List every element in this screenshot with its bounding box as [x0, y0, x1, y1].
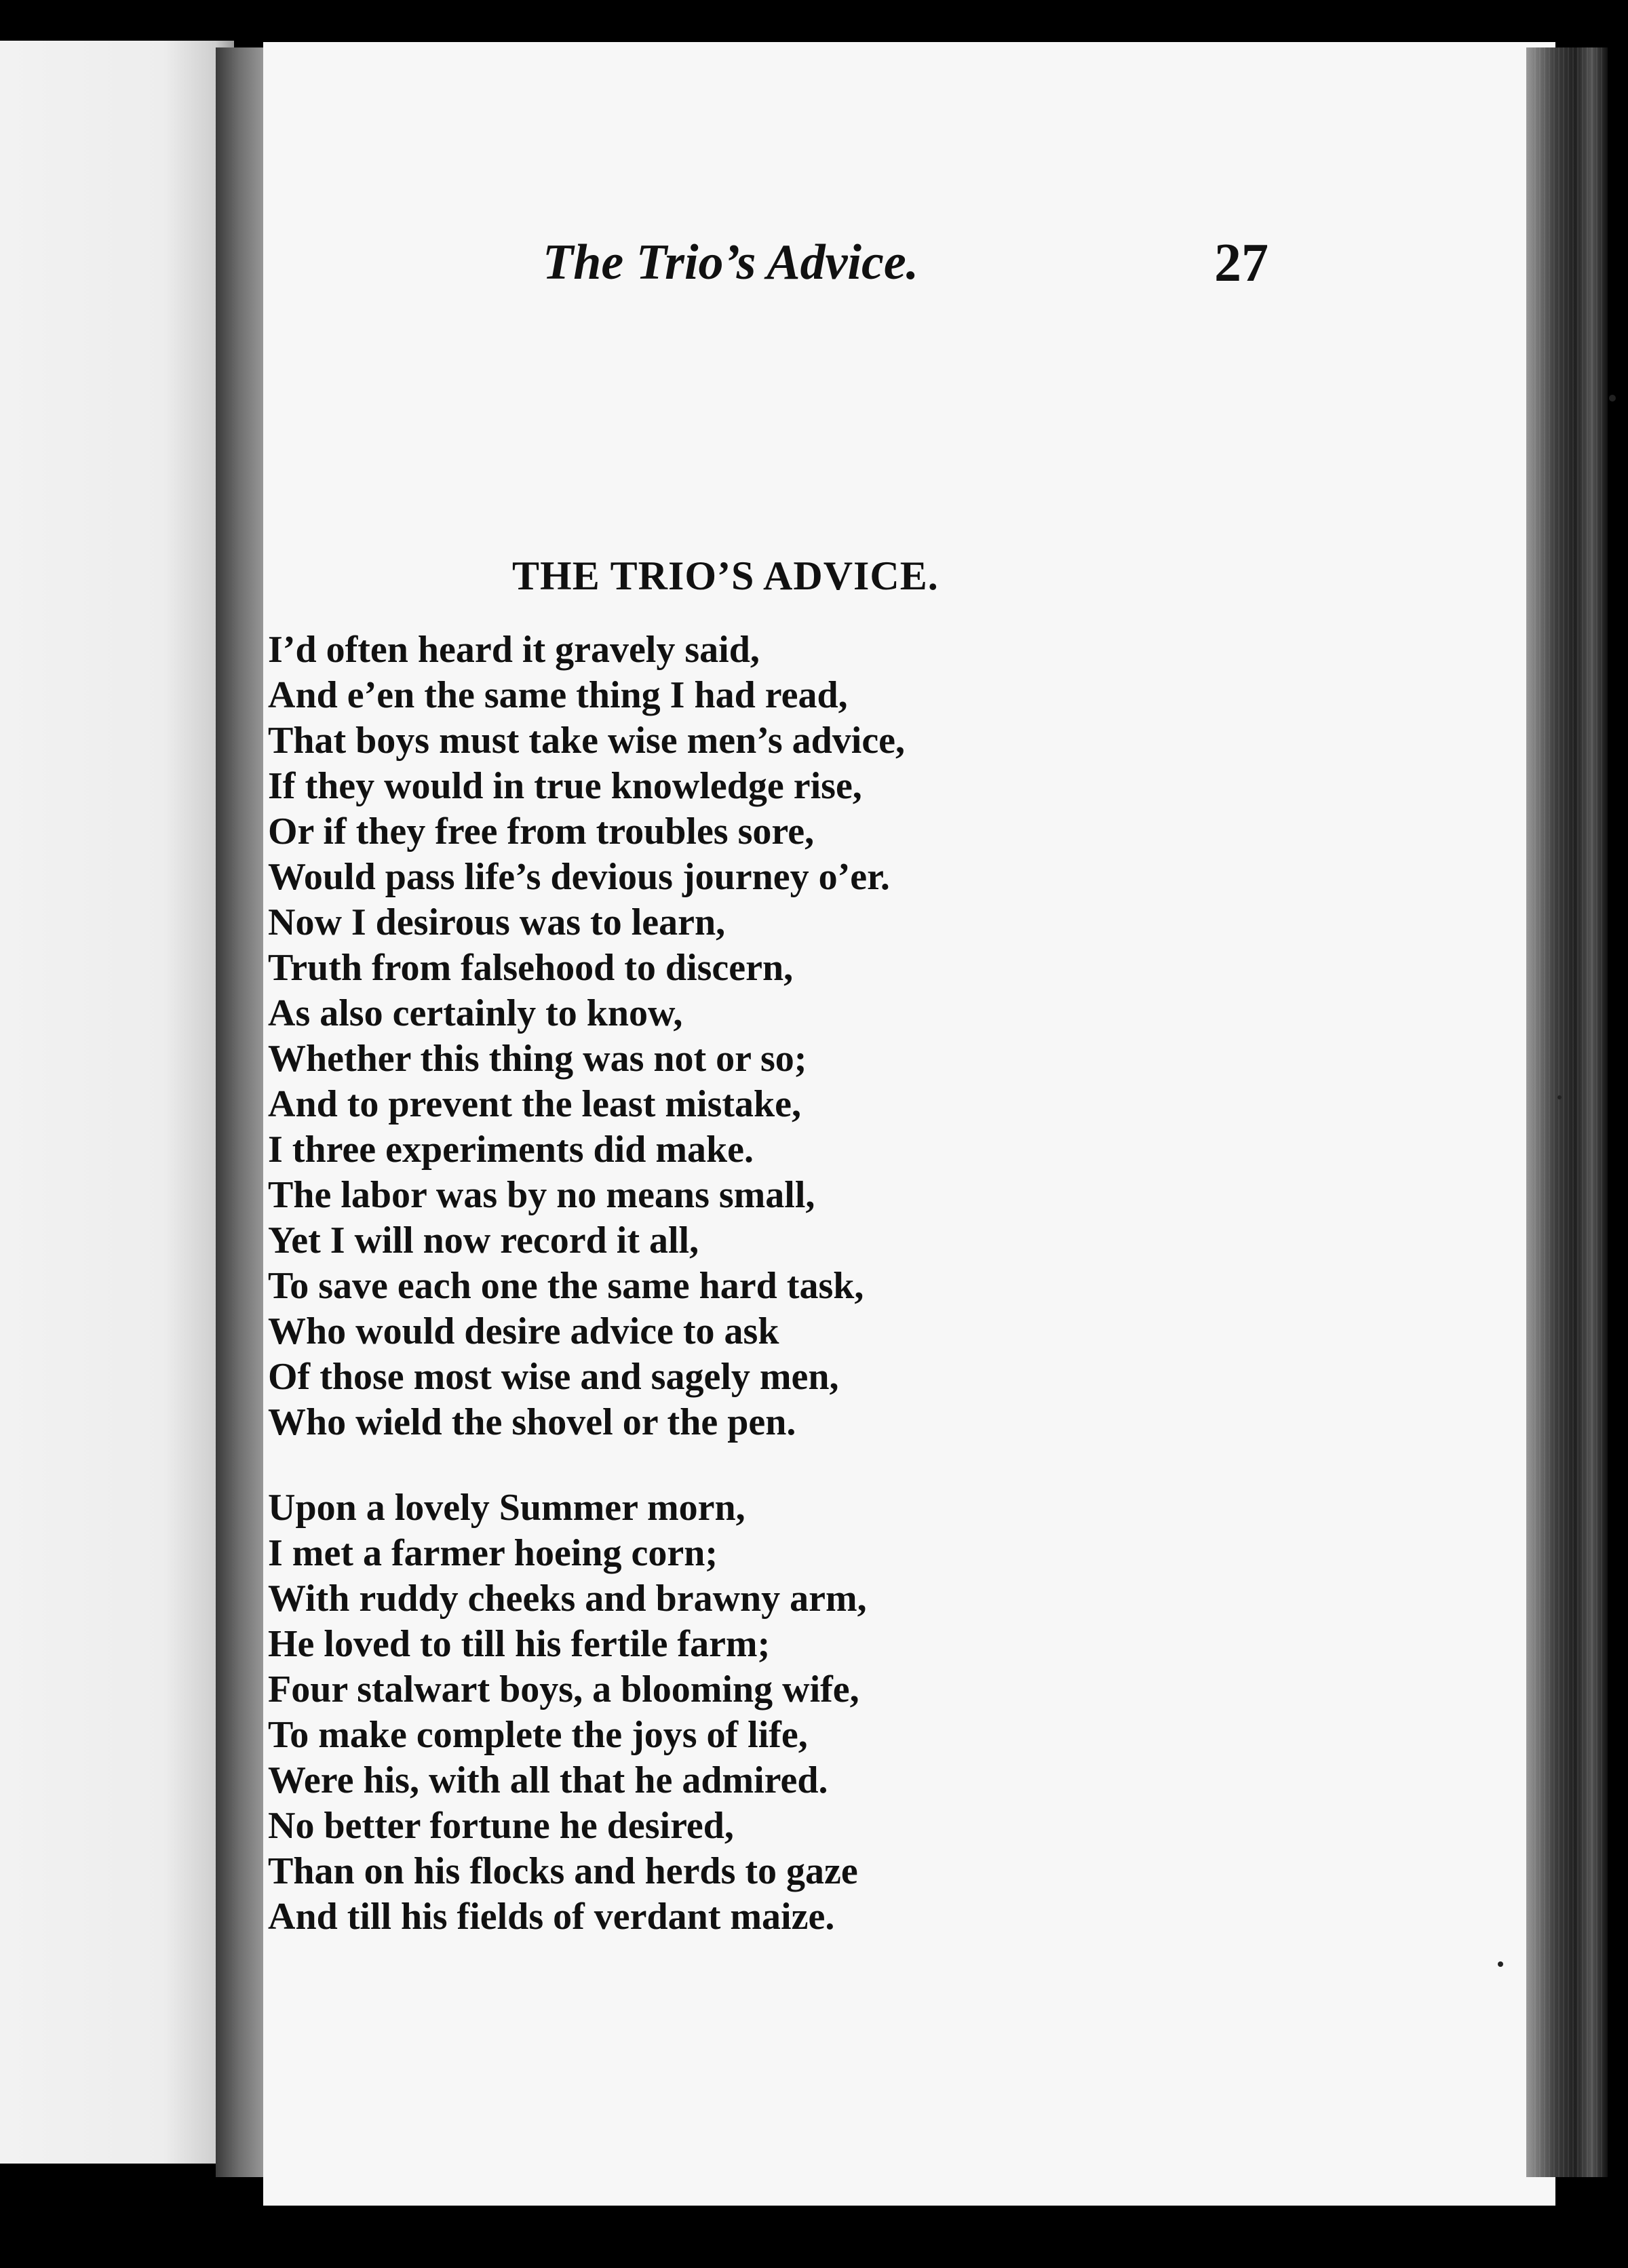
dust-speck — [1609, 395, 1616, 402]
poem-line: Who would desire advice to ask — [268, 1310, 779, 1352]
running-head-title: The Trio’s Advice. — [543, 235, 919, 290]
poem-line: I met a farmer hoeing corn; — [268, 1532, 718, 1574]
poem-line: And e’en the same thing I had read, — [268, 674, 848, 716]
poem-line: Yet I will now record it all, — [268, 1219, 699, 1262]
stanza-1 — [268, 627, 905, 1445]
poem-line: Who wield the shovel or the pen. — [268, 1401, 796, 1443]
poem-line: Would pass life’s devious journey o’er. — [268, 856, 890, 898]
poem-line: Truth from falsehood to discern, — [268, 947, 794, 989]
poem-line: Were his, with all that he admired. — [268, 1759, 828, 1801]
page-edge-texture — [1534, 47, 1602, 2177]
poem-line: Now I desirous was to learn, — [268, 901, 726, 943]
stanza-2 — [268, 1485, 867, 1940]
poem-line: I three experiments did make. — [268, 1129, 754, 1171]
poem-line: Whether this thing was not or so; — [268, 1038, 807, 1080]
poem-line: And to prevent the least mistake, — [268, 1083, 802, 1125]
poem-line: That boys must take wise men’s advice, — [268, 720, 906, 762]
running-head — [271, 234, 1275, 309]
poem-line: To save each one the same hard task, — [268, 1265, 864, 1307]
poem-line: As also certainly to know, — [268, 992, 683, 1034]
poem-line: Than on his flocks and herds to gaze — [268, 1850, 858, 1892]
poem-line: And till his fields of verdant maize. — [268, 1896, 835, 1938]
poem-line: He loved to till his fertile farm; — [268, 1623, 771, 1665]
poem-line: To make complete the joys of life, — [268, 1714, 808, 1756]
poem-line: Four stalwart boys, a blooming wife, — [268, 1668, 859, 1710]
left-page — [0, 41, 234, 2164]
poem-line: Or if they free from troubles sore, — [268, 810, 815, 853]
dust-speck — [1498, 1961, 1503, 1967]
poem-line: The labor was by no means small, — [268, 1174, 815, 1216]
poem-line: With ruddy cheeks and brawny arm, — [268, 1578, 867, 1620]
page-number: 27 — [1214, 233, 1268, 293]
poem-line: No better fortune he desired, — [268, 1805, 734, 1847]
poem-line: I’d often heard it gravely said, — [268, 629, 760, 671]
poem-line: Upon a lovely Summer morn, — [268, 1487, 745, 1529]
book-gutter — [216, 47, 267, 2177]
poem-line: If they would in true knowledge rise, — [268, 765, 862, 807]
poem-line: Of those most wise and sagely men, — [268, 1356, 839, 1398]
dust-speck — [1557, 1095, 1562, 1099]
poem-title: THE TRIO’S ADVICE. — [512, 553, 939, 598]
